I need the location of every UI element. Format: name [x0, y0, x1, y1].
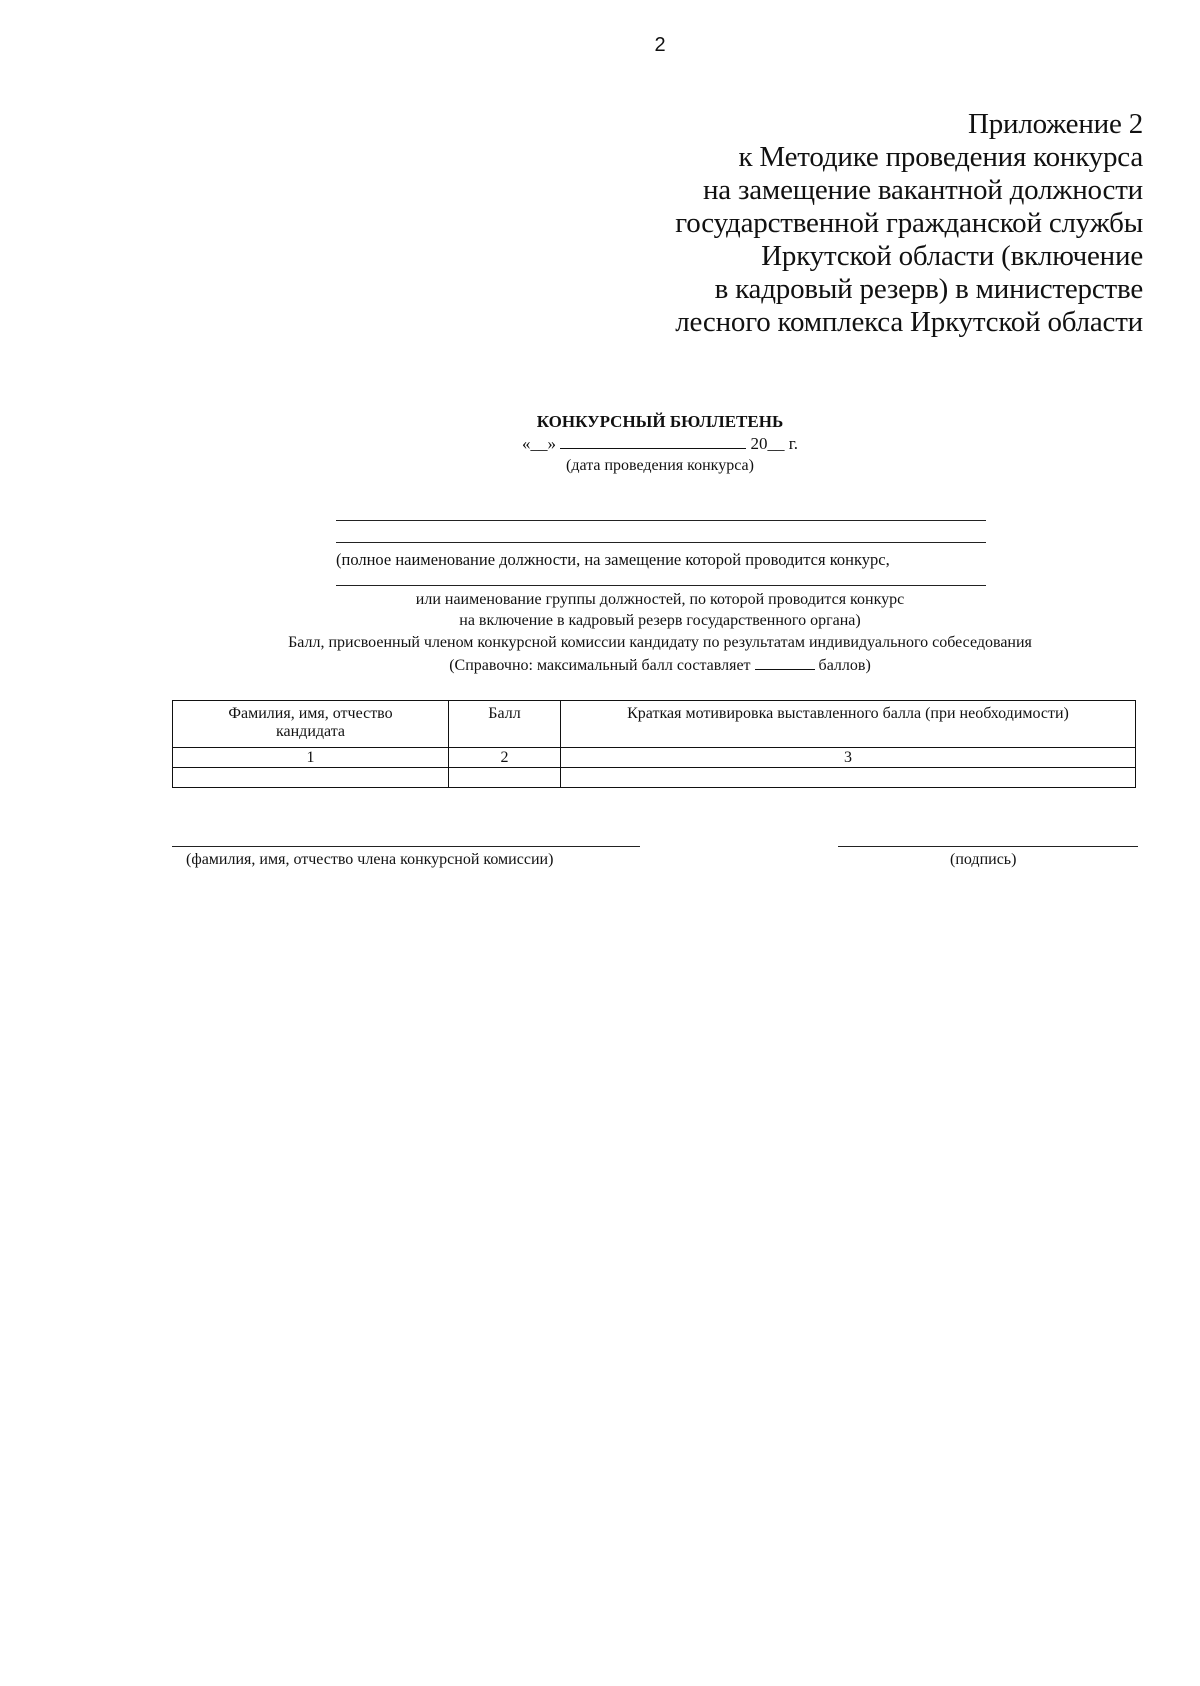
appendix-line: на замещение вакантной должности: [702, 174, 1143, 206]
signature-line: [838, 846, 1138, 847]
score-table: [172, 700, 1136, 788]
position-line-1: [336, 520, 986, 521]
reserve-caption: на включение в кадровый резерв государственного органа): [459, 612, 861, 629]
position-caption: (полное наименование должности, на замещение которой проводится конкурс,: [336, 550, 890, 569]
page-number: 2: [654, 34, 666, 56]
candidate-name-cell[interactable]: [173, 768, 449, 788]
appendix-line: Иркутской области (включение: [761, 240, 1143, 272]
header-score: Балл: [449, 701, 561, 748]
date-line: [0, 434, 1200, 454]
position-line-2: [336, 542, 986, 543]
date-day: «__»: [521, 434, 556, 453]
reference-suffix: баллов): [818, 657, 871, 674]
position-line-3: [336, 585, 986, 586]
group-caption: или наименование группы должностей, по которой проводится конкурс: [415, 591, 905, 608]
appendix-line: государственной гражданской службы: [675, 207, 1143, 239]
table-row: [173, 768, 1136, 788]
appendix-line: лесного комплекса Иркутской области: [675, 306, 1143, 338]
appendix-line: в кадровый резерв) в министерстве: [714, 273, 1143, 305]
score-cell[interactable]: [449, 768, 561, 788]
appendix-header: [583, 108, 1143, 339]
reference-note: [0, 655, 1200, 675]
date-caption: (дата проведения конкурса): [566, 457, 754, 474]
member-name-line: [172, 846, 640, 847]
appendix-line: Приложение 2: [968, 108, 1143, 140]
member-name-caption: (фамилия, имя, отчество члена конкурсной комиссии): [186, 851, 554, 868]
table-number-row: [173, 748, 1136, 768]
appendix-line: к Методике проведения конкурса: [738, 141, 1143, 173]
table-header-row: [173, 701, 1136, 748]
motivation-cell[interactable]: [561, 768, 1136, 788]
column-number: 2: [449, 748, 561, 768]
reference-prefix: (Справочно: максимальный балл составляет: [449, 657, 751, 674]
header-motivation: Краткая мотивировка выставленного балла (при необходимости): [561, 701, 1136, 748]
bulletin-title: КОНКУРСНЫЙ БЮЛЛЕТЕНЬ: [536, 412, 784, 431]
date-year: 20__ г.: [750, 434, 799, 453]
max-score-blank: [755, 655, 815, 670]
score-description: Балл, присвоенный членом конкурсной комиссии кандидату по результатам индивидуального собеседования: [288, 634, 1032, 651]
date-month-blank: [560, 434, 746, 449]
header-candidate-name: Фамилия, имя, отчество кандидата: [173, 701, 449, 748]
column-number: 1: [173, 748, 449, 768]
signature-caption: (подпись): [950, 851, 1017, 868]
column-number: 3: [561, 748, 1136, 768]
